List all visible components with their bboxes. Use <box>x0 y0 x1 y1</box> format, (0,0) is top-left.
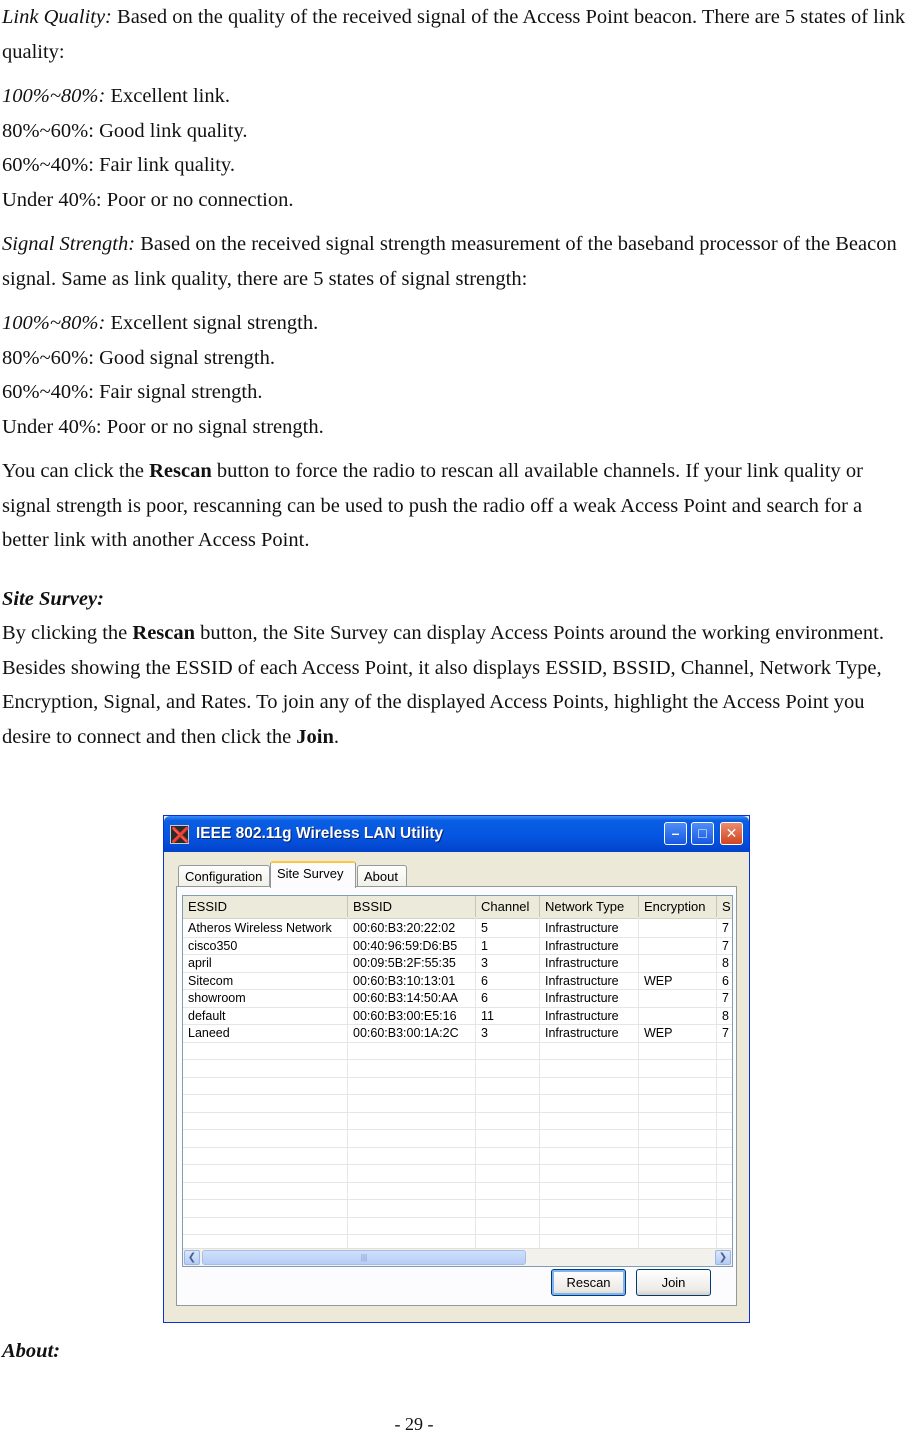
scroll-right-button[interactable] <box>715 1250 731 1265</box>
column-header-network-type[interactable]: Network Type <box>540 896 639 917</box>
cell-channel: 6 <box>481 991 488 1005</box>
ss-item-1 <box>2 306 910 341</box>
table-row[interactable] <box>183 1043 733 1061</box>
table-row[interactable] <box>183 1078 733 1096</box>
rescan-button[interactable]: Rescan <box>551 1269 626 1296</box>
cell-channel: 1 <box>481 938 488 953</box>
lq-item-1-text: Excellent link. <box>105 85 230 107</box>
lq-item-1-term: 100%~80%: <box>2 85 106 107</box>
column-header-signal[interactable]: S <box>717 896 733 917</box>
app-icon: ❌ <box>171 827 190 844</box>
cell-network-type: Infrastructure <box>545 956 619 970</box>
cell-encryption <box>639 990 717 1007</box>
ss-item-1-term: 100%~80%: <box>2 312 106 334</box>
ss-item-4: Under 40%: Poor or no signal strength. <box>2 415 324 438</box>
table-row[interactable] <box>183 938 733 956</box>
table-row[interactable] <box>183 1165 733 1183</box>
list-rows <box>183 920 733 1235</box>
cell-essid: cisco350 <box>188 938 238 953</box>
cell-network-type: Infrastructure <box>545 1026 619 1040</box>
join-button[interactable]: Join <box>636 1269 711 1296</box>
link-quality-paragraph <box>2 0 910 69</box>
lq-item-4: Under 40%: Poor or no connection. <box>2 188 294 211</box>
table-row[interactable] <box>183 920 733 938</box>
cell-signal: 7 <box>722 1026 729 1040</box>
cell-encryption <box>639 955 717 972</box>
wlan-utility-window <box>163 815 750 1323</box>
cell-signal: 7 <box>722 938 729 953</box>
ss-item-3: 60%~40%: Fair signal strength. <box>2 381 263 403</box>
cell-bssid: 00:40:96:59:D6:B5 <box>353 938 458 953</box>
cell-essid: Sitecom <box>188 973 234 988</box>
site-survey-paragraph <box>2 616 910 754</box>
table-row[interactable] <box>183 1025 733 1043</box>
cell-essid: Atheros Wireless Network <box>188 921 332 935</box>
table-row[interactable] <box>183 1095 733 1113</box>
rescan-post: button to force the radio to rescan all available channels. If your link quality or signal strength is poor, rescanning can be used to push the radio off a weak Access Point and search for a better link with another Access Point. <box>2 460 863 551</box>
cell-signal: 8 <box>722 956 729 970</box>
cell-encryption: WEP <box>644 1026 673 1040</box>
document-body <box>2 0 910 754</box>
cell-signal: 8 <box>722 1008 729 1023</box>
scroll-thumb[interactable]: ||| <box>202 1250 526 1265</box>
minimize-button[interactable] <box>664 822 687 845</box>
cell-bssid: 00:60:B3:14:50:AA <box>353 991 458 1005</box>
table-row[interactable] <box>183 955 733 973</box>
cell-signal: 6 <box>722 973 729 988</box>
cell-signal: 7 <box>722 921 729 935</box>
page-number: - 29 - <box>394 1414 434 1434</box>
site-survey-end: . <box>333 725 340 748</box>
cell-bssid: 00:60:B3:00:1A:2C <box>353 1026 459 1040</box>
cell-channel: 5 <box>481 921 488 935</box>
tab-site-survey[interactable]: Site Survey <box>270 861 356 888</box>
cell-encryption <box>639 920 717 937</box>
signal-strength-paragraph <box>2 227 910 296</box>
lq-item-1 <box>2 79 910 114</box>
table-row[interactable] <box>183 1130 733 1148</box>
cell-essid: showroom <box>188 991 246 1005</box>
close-button[interactable] <box>720 822 743 845</box>
site-survey-panel <box>176 886 737 1306</box>
cell-channel: 6 <box>481 973 488 988</box>
table-row[interactable] <box>183 1060 733 1078</box>
lq-item-3: 60%~40%: Fair link quality. <box>2 154 235 176</box>
table-row[interactable] <box>183 1218 733 1236</box>
cell-signal: 7 <box>722 991 729 1005</box>
link-quality-term: Link Quality: <box>2 6 112 28</box>
cell-bssid: 00:60:B3:20:22:02 <box>353 921 456 935</box>
site-survey-heading: Site Survey: <box>2 587 104 610</box>
scroll-left-button[interactable] <box>184 1250 200 1265</box>
about-heading: About: <box>2 1340 61 1362</box>
cell-bssid: 00:60:B3:10:13:01 <box>353 973 456 988</box>
site-survey-pre: By clicking the <box>2 622 133 644</box>
cell-essid: Laneed <box>188 1026 230 1040</box>
maximize-icon: □ <box>698 825 707 841</box>
column-header-bssid[interactable]: BSSID <box>348 896 476 917</box>
cell-network-type: Infrastructure <box>545 1008 619 1023</box>
maximize-button[interactable] <box>691 822 714 845</box>
close-icon: ✕ <box>725 825 738 841</box>
window-title: IEEE 802.11g Wireless LAN Utility <box>196 825 444 842</box>
access-point-list[interactable] <box>182 895 733 1267</box>
table-row[interactable] <box>183 973 733 991</box>
chevron-right-icon: ❯ <box>718 1252 728 1263</box>
signal-strength-text: Based on the received signal strength measurement of the baseband processor of the Beacon signal. Same as link quality, there are 5 states of signal strength: <box>2 233 897 290</box>
cell-encryption: WEP <box>644 973 673 988</box>
link-quality-text: Based on the quality of the received signal of the Access Point beacon. There are 5 states of link quality: <box>2 6 906 63</box>
site-survey-join-bold: Join <box>296 725 334 748</box>
lq-item-2: 80%~60%: Good link quality. <box>2 119 248 142</box>
column-header-essid[interactable]: ESSID <box>183 896 348 917</box>
table-row[interactable] <box>183 1200 733 1218</box>
cell-network-type: Infrastructure <box>545 938 619 953</box>
horizontal-scrollbar[interactable] <box>183 1248 732 1266</box>
cell-encryption <box>639 1008 717 1025</box>
rescan-paragraph <box>2 454 910 558</box>
cell-essid: default <box>188 1008 226 1023</box>
cell-network-type: Infrastructure <box>545 921 619 935</box>
site-survey-mid: button, the Site Survey can display Access Points around the working environment. Besides showing the ESSID of each Access Point, it also displays ESSID, BSSID, Channel, Network Type, Encryption, Signal, and Rates. To join any of the displayed Access Points, highlight the Access Point you desire to connect and then click the <box>2 622 884 748</box>
minimize-icon: – <box>671 825 680 841</box>
site-survey-rescan-bold: Rescan <box>132 622 196 644</box>
title-bar[interactable] <box>164 816 749 852</box>
cell-network-type: Infrastructure <box>545 991 619 1005</box>
table-row[interactable] <box>183 1113 733 1131</box>
column-header-channel[interactable]: Channel <box>476 896 540 917</box>
ss-item-2: 80%~60%: Good signal strength. <box>2 346 276 369</box>
cell-essid: april <box>188 956 212 970</box>
table-row[interactable] <box>183 1148 733 1166</box>
cell-encryption <box>639 938 717 955</box>
ss-item-1-text: Excellent signal strength. <box>105 312 319 334</box>
cell-bssid: 00:09:5B:2F:55:35 <box>353 956 456 970</box>
list-header <box>183 896 733 919</box>
tab-about[interactable]: About <box>357 865 407 887</box>
table-row[interactable] <box>183 990 733 1008</box>
column-header-encryption[interactable]: Encryption <box>639 896 717 917</box>
rescan-pre: You can click the <box>2 460 150 482</box>
cell-channel: 11 <box>481 1008 494 1023</box>
cell-channel: 3 <box>481 1026 488 1040</box>
table-row[interactable] <box>183 1183 733 1201</box>
cell-network-type: Infrastructure <box>545 973 619 988</box>
chevron-left-icon: ❮ <box>187 1252 197 1263</box>
cell-bssid: 00:60:B3:00:E5:16 <box>353 1008 457 1023</box>
cell-channel: 3 <box>481 956 488 970</box>
rescan-bold: Rescan <box>149 460 212 482</box>
table-row[interactable] <box>183 1008 733 1026</box>
tab-configuration[interactable]: Configuration <box>178 865 270 887</box>
signal-strength-term: Signal Strength: <box>2 233 136 255</box>
